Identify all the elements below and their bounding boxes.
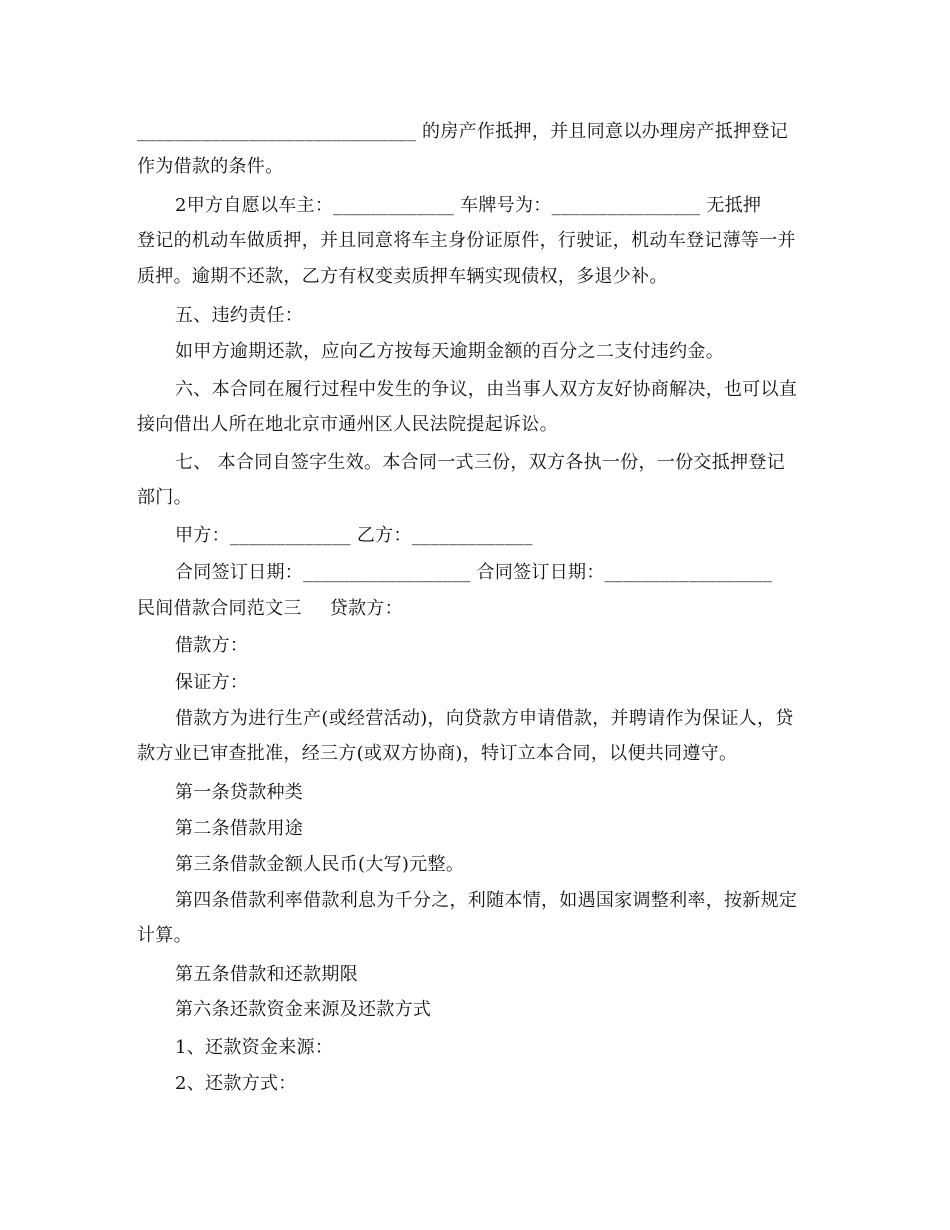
text-line: 借款方为进行生产(或经营活动)，向贷款方申请借款，并聘请作为保证人，贷 xyxy=(175,708,794,729)
text-line: 计算。 xyxy=(137,925,192,946)
borrower-label: 借款方： xyxy=(175,635,249,656)
text-line: 质押。逾期不还款，乙方有权变卖质押车辆实现债权，多退少补。 xyxy=(137,266,668,287)
guarantor-label: 保证方： xyxy=(175,672,249,693)
text-line: 1、还款资金来源： xyxy=(175,1037,334,1058)
text-line: 作为借款的条件。 xyxy=(137,156,284,177)
signing-date-line: 合同签订日期：__________________ 合同签订日期：__________________ xyxy=(175,562,773,583)
section-heading: 五、违约责任： xyxy=(175,305,304,326)
signature-line: 甲方：_____________ 乙方：_____________ xyxy=(175,525,533,546)
text-line xyxy=(137,597,403,621)
text-line: 六、本合同在履行过程中发生的争议，由当事人双方友好协商解决，也可以直 xyxy=(175,379,798,400)
text-line: 2甲方自愿以车主：_____________ 车牌号为：________________ 无抵押 xyxy=(175,195,762,216)
lender-label: 贷款方： xyxy=(329,598,403,619)
text-line: ______________________________ 的房产作抵押，并且同意以办理房产抵押登记 xyxy=(137,121,789,142)
text-line: 接向借出人所在地北京市通州区人民法院提起诉讼。 xyxy=(137,414,558,435)
text-line: 款方业已审查批准，经三方(或双方协商)，特订立本合同，以便共同遵守。 xyxy=(137,743,738,764)
text-line: 登记的机动车做质押，并且同意将车主身份证原件，行驶证，机动车登记薄等一并 xyxy=(137,230,796,251)
article-heading: 第四条借款利率借款利息为千分之，利随本情，如遇国家调整利率，按新规定 xyxy=(175,890,798,911)
text-line: 七、 本合同自签字生效。本合同一式三份，双方各执一份，一份交抵押登记 xyxy=(175,452,785,473)
text-line: 2、还款方式： xyxy=(175,1073,297,1094)
article-heading: 第三条借款金额人民币(大写)元整。 xyxy=(175,854,465,875)
text-line: 部门。 xyxy=(137,487,192,508)
article-heading: 第六条还款资金来源及还款方式 xyxy=(175,999,432,1020)
text-line: 如甲方逾期还款，应向乙方按每天逾期金额的百分之二支付违约金。 xyxy=(175,341,724,362)
sample-title: 民间借款合同范文三 xyxy=(137,598,302,619)
article-heading: 第五条借款和还款期限 xyxy=(175,964,358,985)
article-heading: 第一条贷款种类 xyxy=(175,782,304,803)
article-heading: 第二条借款用途 xyxy=(175,818,304,839)
